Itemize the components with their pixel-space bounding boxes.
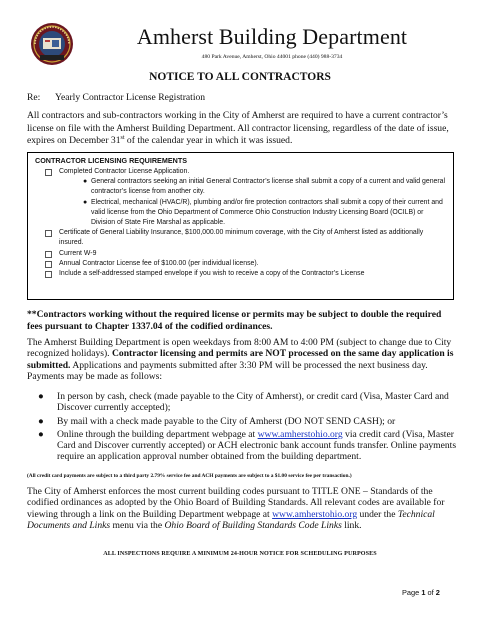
page-word: Page	[402, 588, 420, 597]
requirements-list	[35, 167, 447, 279]
checkbox-icon	[45, 271, 52, 278]
checkbox-icon	[45, 230, 52, 237]
city-seal-icon	[30, 22, 74, 66]
total-pages: 2	[435, 588, 440, 597]
regarding-line	[27, 92, 205, 103]
office-hours-paragraph	[27, 337, 457, 382]
intro-paragraph	[27, 110, 457, 148]
payment-in-person: In person by cash, check (made payable to the City of Amherst), or credit card (Visa, Master Card and Discover currently accepted);	[57, 391, 449, 414]
website-link[interactable]: www.amherstohio.org	[257, 428, 343, 440]
codes-text-1: The City of Amherst enforces the most current building codes pursuant to TITLE ONE – Standards of the codified ordinances as adopted by the Ohio Board of Building Standards. All relevant codes are available for viewing through a link on the Building Department webpage at	[27, 486, 445, 520]
hours-text-2: Applications and payments submitted after 3:30 PM will be processed the next business day. Payments may be made as follows:	[27, 359, 428, 382]
hours-text-1: The Amherst Building Department is open weekdays from 8:00 AM to 4:00 PM (subject to change due to City recognized holidays).	[27, 337, 452, 360]
licensing-requirements-box	[27, 152, 454, 300]
bullet-icon: ●	[38, 428, 44, 440]
sub-requirement-item	[59, 198, 447, 229]
service-fee-note: (All credit card payments are subject to a third party 2.79% service fee and ACH payments are subject to a $1.00 service fee per transaction.)	[27, 473, 352, 479]
requirement-item	[35, 228, 447, 248]
inspections-notice: ALL INSPECTIONS REQUIRE A MINIMUM 24-HOUR NOTICE FOR SCHEDULING PURPOSES	[103, 551, 377, 557]
of-word: of	[427, 588, 434, 597]
codes-text-4: link.	[341, 519, 362, 531]
requirement-item	[35, 167, 447, 228]
checkbox-icon	[45, 251, 52, 258]
codes-link-name: Ohio Board of Building Standards Code Links	[164, 519, 342, 531]
requirement-envelope: Include a self-addressed stamped envelope if you wish to receive a copy of the Contractor’s License	[59, 270, 365, 278]
requirements-title: CONTRACTOR LICENSING REQUIREMENTS	[35, 156, 188, 165]
regarding-label: Re:	[27, 92, 41, 103]
intro-text-2: of the calendar year in which it was issued.	[124, 135, 293, 146]
regarding-text: Yearly Contractor License Registration	[55, 92, 206, 103]
sub-requirement-general-contractor: General contractors seeking an initial General Contractor’s license shall submit a copy of a current and valid general contractor’s license from another city.	[91, 178, 446, 196]
page-number	[402, 588, 440, 597]
notice-heading: NOTICE TO ALL CONTRACTORS	[149, 71, 331, 83]
payment-method-item	[27, 429, 457, 463]
payment-online-text-2: via credit card (Visa, Master Card and Discover currently accepted) or ACH electronic bank account funds transfer. Online payments require an application approval number obtained from the building department.	[57, 428, 457, 463]
requirement-sublist	[59, 177, 447, 228]
department-address: 480 Park Avenue, Amherst, Ohio 44001 phone (440) 988-3734	[201, 54, 343, 60]
payment-methods-list	[27, 391, 457, 465]
hours-bold-notice: Contractor licensing and permits are NOT processed on the same day application is submitted.	[27, 348, 454, 371]
bullet-icon: ●	[83, 178, 88, 186]
intro-superscript: st	[120, 134, 125, 141]
current-page: 1	[421, 588, 426, 597]
codes-website-link[interactable]: www.amherstohio.org	[272, 508, 358, 520]
bullet-icon: ●	[83, 198, 88, 206]
requirement-item	[35, 259, 447, 269]
bullet-icon: ●	[38, 391, 44, 402]
department-title: Amherst Building Department	[136, 24, 408, 49]
checkbox-icon	[45, 169, 52, 176]
codes-text-3: menu via the	[110, 519, 165, 531]
requirement-fee: Annual Contractor License fee of $100.00 (per individual license).	[59, 259, 259, 267]
codes-text-2: under the	[357, 508, 398, 520]
intro-text-1: All contractors and sub-contractors working in the City of Amherst are required to have a current contractor’s license on file with the Amherst Building Department. All contractor licensing, regardless of the date of issue, expires on December 31	[27, 110, 449, 146]
penalty-warning: **Contractors working without the required license or permits may be subject to double the required fees pursuant to Chapter 1337.04 of the codified ordinances.	[27, 309, 442, 332]
codes-menu-name: Technical Documents and Links	[27, 508, 435, 531]
sub-requirement-trade-contractor: Electrical, mechanical (HVAC/R), plumbing and/or fire protection contractors shall submit a copy of their current and valid license from the Ohio Department of Commerce Ohio Construction Industry Licensing Board (OCILB) or Division of State Fire Marshal as applicable.	[91, 198, 443, 227]
payment-online-text-1: Online through the building department webpage at	[57, 428, 258, 440]
bullet-icon: ●	[38, 415, 44, 427]
requirement-insurance: Certificate of General Liability Insurance, $100,000.00 minimum coverage, with the City of Amherst listed as additionally insured.	[59, 229, 424, 247]
payment-method-item	[27, 416, 457, 427]
requirement-application: Completed Contractor License Application.	[59, 168, 190, 175]
requirement-item	[35, 249, 447, 259]
requirement-w9: Current W-9	[59, 249, 97, 257]
checkbox-icon	[45, 261, 52, 268]
sub-requirement-item	[59, 177, 447, 197]
building-codes-paragraph	[27, 486, 457, 531]
payment-by-mail: By mail with a check made payable to the City of Amherst (DO NOT SEND CASH); or	[57, 415, 396, 427]
payment-method-item	[27, 391, 457, 414]
requirement-item	[35, 269, 447, 279]
